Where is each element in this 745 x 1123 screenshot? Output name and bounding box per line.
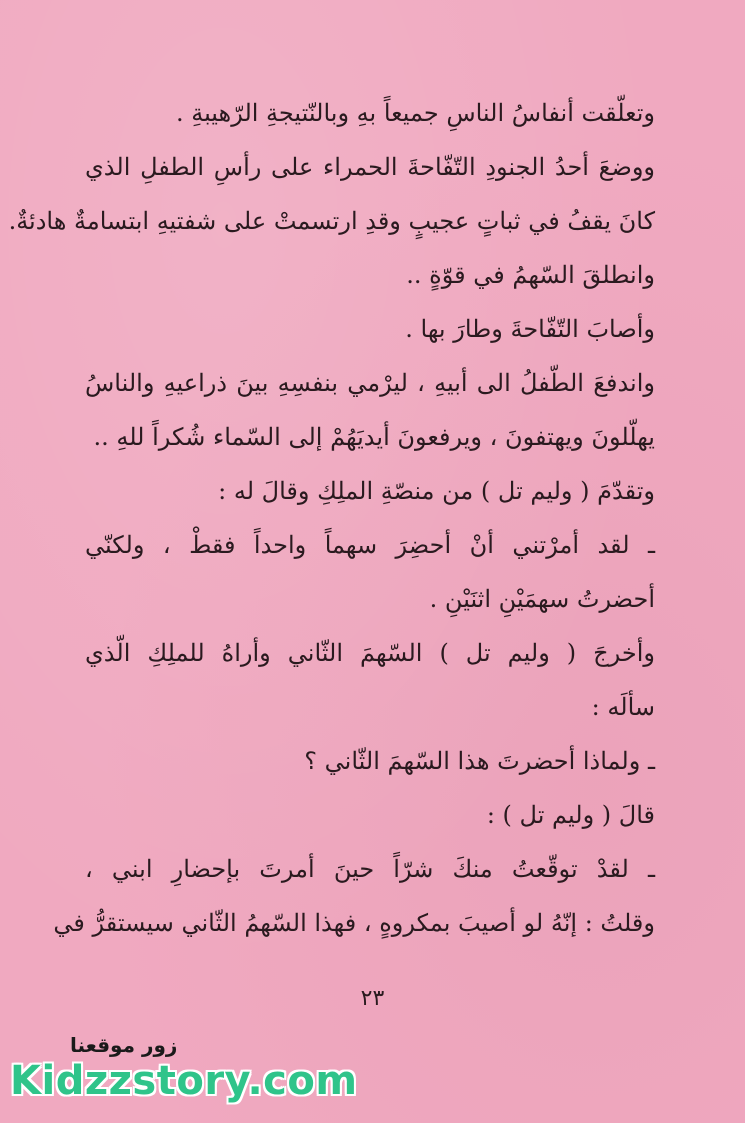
text-line-4: وانطلقَ السّهمُ في قوّةٍ .. (406, 261, 655, 289)
text-line-7: يهلّلونَ ويهتفونَ ، ويرفعونَ أيديَهُمْ إلى السّماء شُكراً للهِ .. (93, 423, 655, 451)
watermark-site-logo: Kidzzstory.com (10, 1058, 358, 1104)
story-text (8, 88, 655, 952)
watermark-arabic-text: زور موقعنا (70, 1033, 178, 1057)
text-line-16: وقلتُ : إنّهُ لو أصيبَ بمكروهٍ ، فهذا السّهمُ الثّاني سيستقرُّ في (53, 909, 655, 937)
text-line-9: ـ لقد أمرْتني أنْ أحضِرَ سهماً واحداً فقطْ ، ولكنّي (85, 531, 655, 559)
text-line-11: وأخرجَ ( وليم تل ) السّهمَ الثّاني وأراهُ للملِكِ الّذي (85, 639, 655, 667)
text-line-10: أحضرتُ سهمَيْنِ اثنَيْنِ . (429, 585, 655, 613)
text-line-5: وأصابَ التّفّاحةَ وطارَ بها . (405, 315, 655, 343)
text-line-2: ووضعَ أحدُ الجنودِ التّفّاحةَ الحمراء على رأسِ الطفلِ الذي (85, 153, 655, 181)
text-line-3: كانَ يقفُ في ثباتٍ عجيبٍ وقدِ ارتسمتْ على شفتيهِ ابتسامةٌ هادئةٌ. (8, 207, 655, 235)
text-line-15: ـ لقدْ توقّعتُ منكَ شرّاً حينَ أمرتَ بإحضارِ ابني ، (85, 855, 655, 883)
text-line-8: وتقدّمَ ( وليم تل ) من منصّةِ الملِكِ وقالَ له : (218, 477, 655, 505)
text-line-6: واندفعَ الطّفلُ الى أبيهِ ، ليرْمي بنفسِهِ بينَ ذراعيهِ والناسُ (85, 369, 655, 397)
text-line-1: وتعلّقت أنفاسُ الناسِ جميعاً بهِ وبالنّتيجةِ الرّهيبةِ . (175, 99, 655, 127)
text-line-13: ـ ولماذا أحضرتَ هذا السّهمَ الثّاني ؟ (304, 747, 655, 775)
text-line-14: قالَ ( وليم تل ) : (486, 801, 655, 829)
page-number: ٢٣ (360, 986, 385, 1011)
text-line-12: سألَه : (591, 693, 655, 721)
